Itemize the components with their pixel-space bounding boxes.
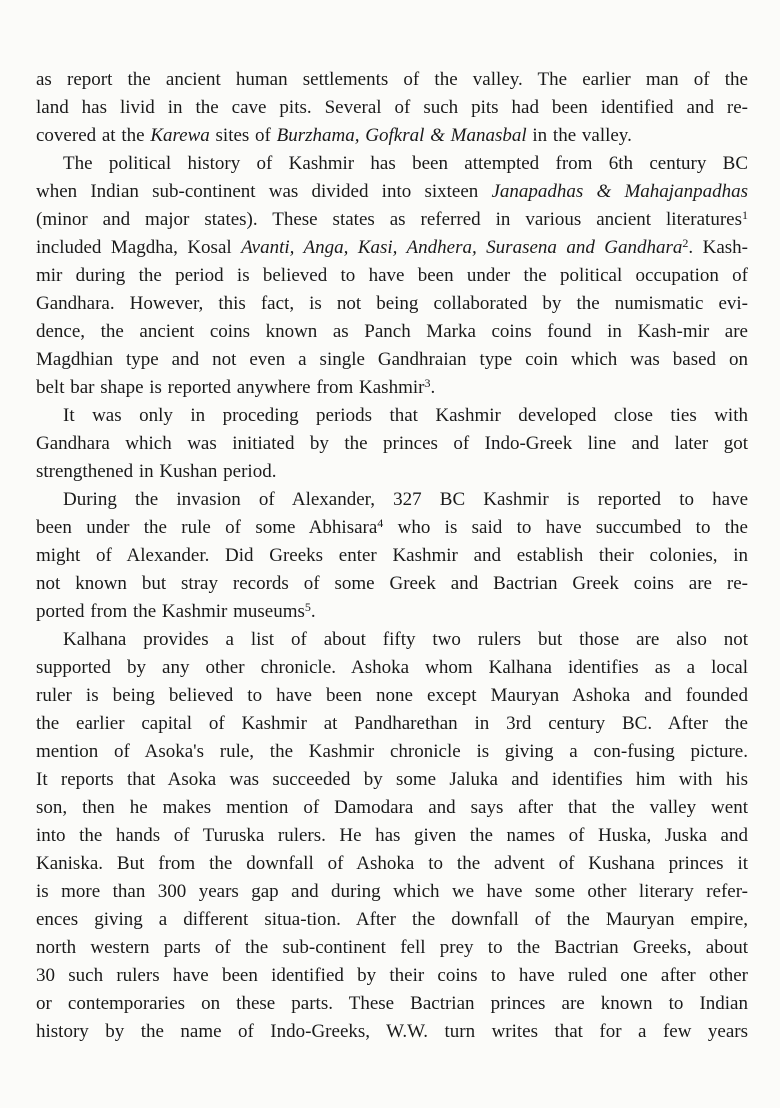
text-run: been under the rule of some Abhisara xyxy=(36,517,378,538)
text-line xyxy=(36,94,748,122)
text-block xyxy=(36,66,748,1046)
italic-text-run: Avanti, Anga, Kasi, Andhera, Surasena and Gandhara xyxy=(241,237,683,258)
text-run: . xyxy=(430,377,436,398)
text-line xyxy=(36,934,748,962)
text-run: covered at the xyxy=(36,125,151,146)
paragraph xyxy=(36,66,748,150)
text-run: dence, the ancient coins known as Panch Marka coins found in Kash-mir are xyxy=(36,321,748,342)
text-line xyxy=(36,570,748,598)
text-run: included Magdha, Kosal xyxy=(36,237,242,258)
text-run: strengthened in Kushan period. xyxy=(36,461,277,482)
text-line xyxy=(36,794,748,822)
text-run: 30 such rulers have been identified by their coins to have ruled one after other xyxy=(36,965,748,986)
text-line xyxy=(36,682,748,710)
text-line xyxy=(36,346,748,374)
text-run: land has livid in the cave pits. Several of such pits had been identified and re- xyxy=(36,97,748,118)
text-line xyxy=(36,234,748,262)
footnote-reference: 1 xyxy=(742,208,748,222)
text-line xyxy=(36,738,748,766)
italic-text-run: Karewa xyxy=(150,125,210,146)
text-line xyxy=(36,66,748,94)
footnote-reference: 4 xyxy=(377,516,384,530)
text-line xyxy=(36,458,748,486)
text-line xyxy=(36,654,748,682)
text-line xyxy=(36,402,748,430)
text-run: ruler is being believed to have been none except Mauryan Ashoka and founded xyxy=(36,685,748,706)
text-line xyxy=(36,514,748,542)
text-line xyxy=(36,178,748,206)
text-line xyxy=(36,374,748,402)
text-run: Gandhara which was initiated by the princes of Indo-Greek line and later got xyxy=(36,433,748,454)
text-run: ported from the Kashmir museums xyxy=(36,601,305,622)
text-line xyxy=(36,262,748,290)
paragraph xyxy=(36,402,748,486)
text-line xyxy=(36,206,748,234)
footnote-reference: 5 xyxy=(304,600,311,614)
paragraph xyxy=(36,486,748,626)
text-line xyxy=(36,122,748,150)
text-run: It reports that Asoka was succeeded by some Jaluka and identifies him with his xyxy=(36,769,748,790)
text-run: Gandhara. However, this fact, is not being collaborated by the numismatic evi- xyxy=(36,293,748,314)
text-line xyxy=(36,962,748,990)
footnote-reference: 3 xyxy=(424,376,431,390)
text-run: into the hands of Turuska rulers. He has given the names of Huska, Juska and xyxy=(36,825,748,846)
text-run: ences giving a different situa-tion. After the downfall of the Mauryan empire, xyxy=(36,909,748,930)
text-line xyxy=(36,598,748,626)
text-line xyxy=(36,318,748,346)
text-run: or contemporaries on these parts. These Bactrian princes are known to Indian xyxy=(36,993,748,1014)
paragraph xyxy=(36,626,748,1046)
text-run: Magdhian type and not even a single Gandhraian type coin which was based on xyxy=(36,349,748,370)
text-run: history by the name of Indo-Greeks, W.W. turn writes that for a few years xyxy=(36,1021,748,1042)
text-line xyxy=(36,850,748,878)
text-run: sites of xyxy=(209,125,277,146)
text-line xyxy=(36,766,748,794)
paragraph xyxy=(36,150,748,402)
italic-text-run: Burzhama, Gofkral & Manasbal xyxy=(276,125,527,146)
text-run: Kaniska. But from the downfall of Ashoka to the advent of Kushana princes it xyxy=(36,853,748,874)
text-run: The political history of Kashmir has been attempted from 6th century BC xyxy=(63,153,748,174)
text-run: the earlier capital of Kashmir at Pandharethan in 3rd century BC. After the xyxy=(36,713,748,734)
text-line xyxy=(36,290,748,318)
text-run: . Kash- xyxy=(688,237,748,258)
text-line xyxy=(36,486,748,514)
text-run: as report the ancient human settlements of the valley. The earlier man of the xyxy=(36,69,748,90)
text-run: . xyxy=(310,601,316,622)
footnote-reference: 2 xyxy=(682,236,689,250)
text-line xyxy=(36,878,748,906)
text-line xyxy=(36,150,748,178)
text-run: Kalhana provides a list of about fifty two rulers but those are also not xyxy=(63,629,748,650)
text-run: During the invasion of Alexander, 327 BC Kashmir is reported to have xyxy=(63,489,748,510)
text-line xyxy=(36,626,748,654)
text-line xyxy=(36,822,748,850)
text-line xyxy=(36,542,748,570)
text-run: belt bar shape is reported anywhere from Kashmir xyxy=(36,377,425,398)
text-run: is more than 300 years gap and during which we have some other literary refer- xyxy=(36,881,748,902)
text-run: in the valley. xyxy=(526,125,632,146)
text-run: who is said to have succumbed to the xyxy=(383,517,748,538)
text-run: when Indian sub-continent was divided into sixteen xyxy=(36,181,492,202)
text-run: (minor and major states). These states as referred in various ancient literatures xyxy=(36,209,742,230)
text-line xyxy=(36,1018,748,1046)
italic-text-run: Janapadhas & Mahajanpadhas xyxy=(491,181,748,202)
text-line xyxy=(36,990,748,1018)
text-run: supported by any other chronicle. Ashoka whom Kalhana identifies as a local xyxy=(36,657,748,678)
text-run: might of Alexander. Did Greeks enter Kashmir and establish their colonies, in xyxy=(36,545,748,566)
text-run: mention of Asoka's rule, the Kashmir chronicle is giving a con-fusing picture. xyxy=(36,741,748,762)
text-run: north western parts of the sub-continent fell prey to the Bactrian Greeks, about xyxy=(36,937,748,958)
text-line xyxy=(36,906,748,934)
text-line xyxy=(36,710,748,738)
text-run: son, then he makes mention of Damodara and says after that the valley went xyxy=(36,797,748,818)
text-line xyxy=(36,430,748,458)
text-run: not known but stray records of some Greek and Bactrian Greek coins are re- xyxy=(36,573,748,594)
text-run: It was only in proceding periods that Kashmir developed close ties with xyxy=(63,405,748,426)
text-run: mir during the period is believed to have been under the political occupation of xyxy=(36,265,748,286)
